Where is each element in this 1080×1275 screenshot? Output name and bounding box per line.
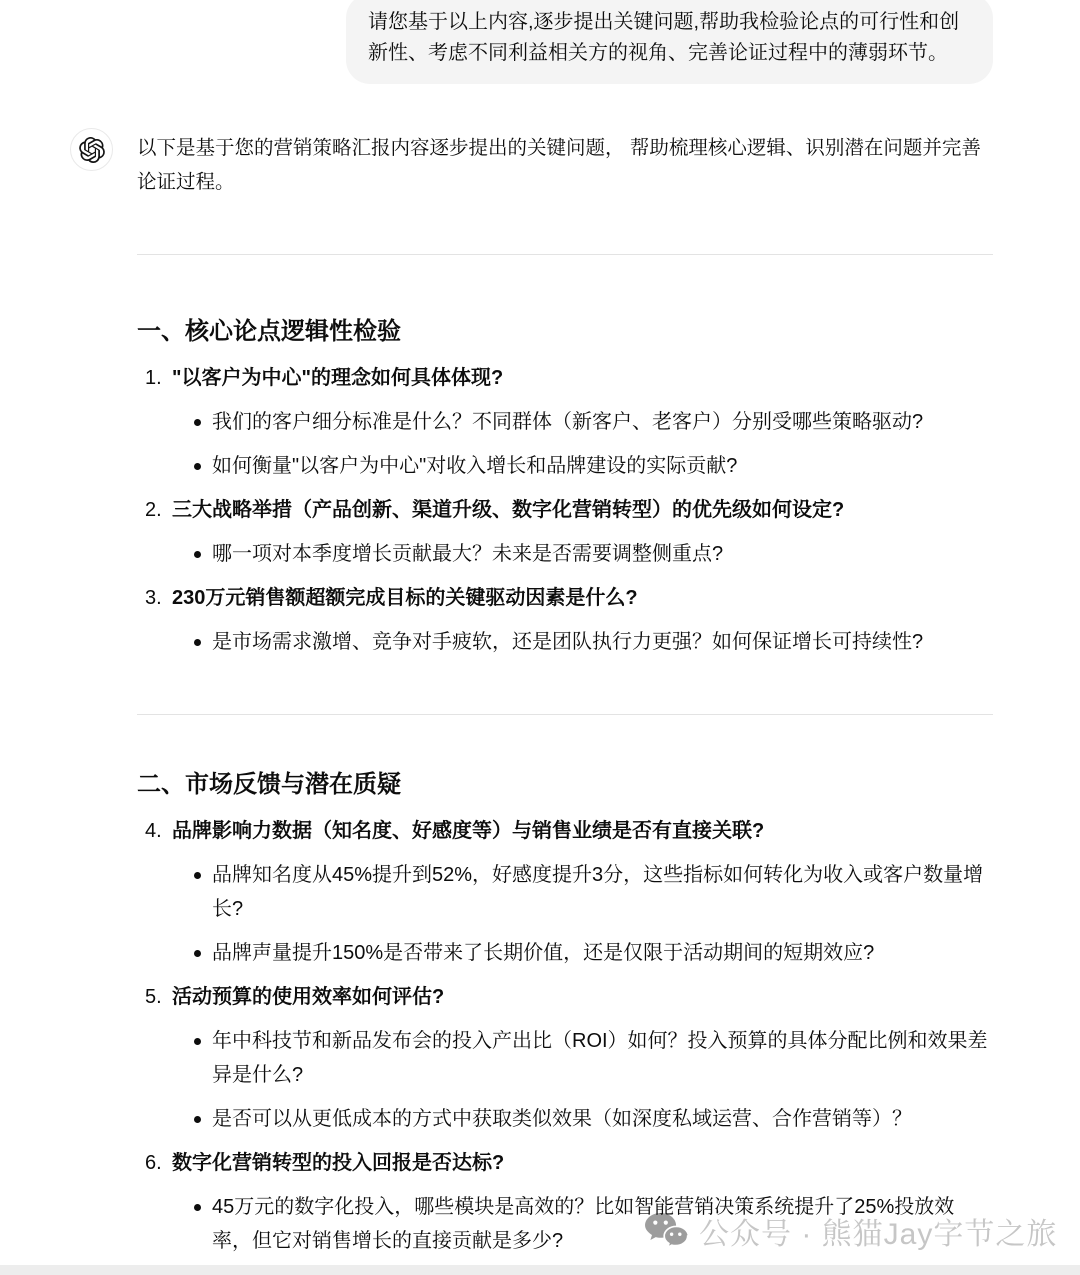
item-number: 1. [145,367,162,389]
bullet-text: 是市场需求激增、竞争对手疲软，还是团队执行力更强？如何保证增长可持续性? [212,631,924,653]
bullet-item [137,537,993,571]
numbered-item-1 [137,361,993,395]
bullet-item [137,449,993,483]
bottom-edge-strip [0,1265,1080,1275]
bullet-dot [194,950,201,957]
item-title: 230万元销售额超额完成目标的关键驱动因素是什么? [172,587,638,609]
bullet-text: 我们的客户细分标准是什么？不同群体（新客户、老客户）分别受哪些策略驱动? [212,411,924,433]
section-heading-2: 二、市场反馈与潜在质疑 [137,771,401,798]
bullet-dot [194,1116,201,1123]
item-number: 6. [145,1152,162,1174]
bullet-item [137,1102,993,1136]
user-message-text: 请您基于以上内容,逐步提出关键问题,帮助我检验论点的可行性和创新性、考虑不同利益相关方的视角、完善论证过程中的薄弱环节。 [368,11,960,64]
numbered-item-4 [137,814,993,848]
item-number: 5. [145,986,162,1008]
bullet-dot [194,1038,201,1045]
numbered-item-2 [137,493,993,527]
assistant-avatar [70,128,113,171]
numbered-item-5 [137,980,993,1014]
item-title: "以客户为中心"的理念如何具体体现? [172,367,504,389]
bullet-item [137,936,993,970]
question-list-2 [137,814,993,1258]
section-divider-2 [137,714,993,715]
assistant-message-content [137,0,993,1268]
bullet-dot [194,1204,201,1211]
bullet-item [137,1190,993,1258]
bullet-item [137,1024,993,1092]
question-list-1 [137,361,993,659]
numbered-item-6 [137,1146,993,1180]
item-title: 数字化营销转型的投入回报是否达标? [172,1152,505,1174]
bullet-dot [194,419,201,426]
openai-logo-icon [79,137,105,163]
bullet-text: 45万元的数字化投入，哪些模块是高效的？比如智能营销决策系统提升了25%投放效率，但它对销售增长的直接贡献是多少? [212,1196,955,1252]
item-number: 3. [145,587,162,609]
bullet-item [137,405,993,439]
bullet-text: 如何衡量"以客户为中心"对收入增长和品牌建设的实际贡献? [212,455,738,477]
bullet-dot [194,872,201,879]
bullet-text: 哪一项对本季度增长贡献最大？未来是否需要调整侧重点? [212,543,724,565]
bullet-text: 年中科技节和新品发布会的投入产出比（ROI）如何？投入预算的具体分配比例和效果差异是什么? [212,1030,988,1086]
numbered-item-3 [137,581,993,615]
item-title: 三大战略举措（产品创新、渠道升级、数字化营销转型）的优先级如何设定? [172,499,845,521]
assistant-intro-text: 以下是基于您的营销策略汇报内容逐步提出的关键问题， 帮助梳理核心逻辑、识别潜在问题并完善论证过程。 [137,137,981,193]
bullet-item [137,625,993,659]
bullet-item [137,858,993,926]
bullet-dot [194,639,201,646]
bullet-text: 是否可以从更低成本的方式中获取类似效果（如深度私域运营、合作营销等）？ [212,1108,912,1130]
section-divider-1 [137,254,993,255]
bullet-dot [194,463,201,470]
item-title: 活动预算的使用效率如何评估? [172,986,445,1008]
item-title: 品牌影响力数据（知名度、好感度等）与销售业绩是否有直接关联? [172,820,765,842]
item-number: 2. [145,499,162,521]
bullet-text: 品牌声量提升150%是否带来了长期价值，还是仅限于活动期间的短期效应? [212,942,875,964]
watermark-text: 公众号 · 熊猫Jay字节之旅 [699,1218,1058,1251]
section-heading-1: 一、核心论点逻辑性检验 [137,318,401,345]
item-number: 4. [145,820,162,842]
bullet-dot [194,551,201,558]
bullet-text: 品牌知名度从45%提升到52%，好感度提升3分，这些指标如何转化为收入或客户数量增长? [212,864,984,920]
